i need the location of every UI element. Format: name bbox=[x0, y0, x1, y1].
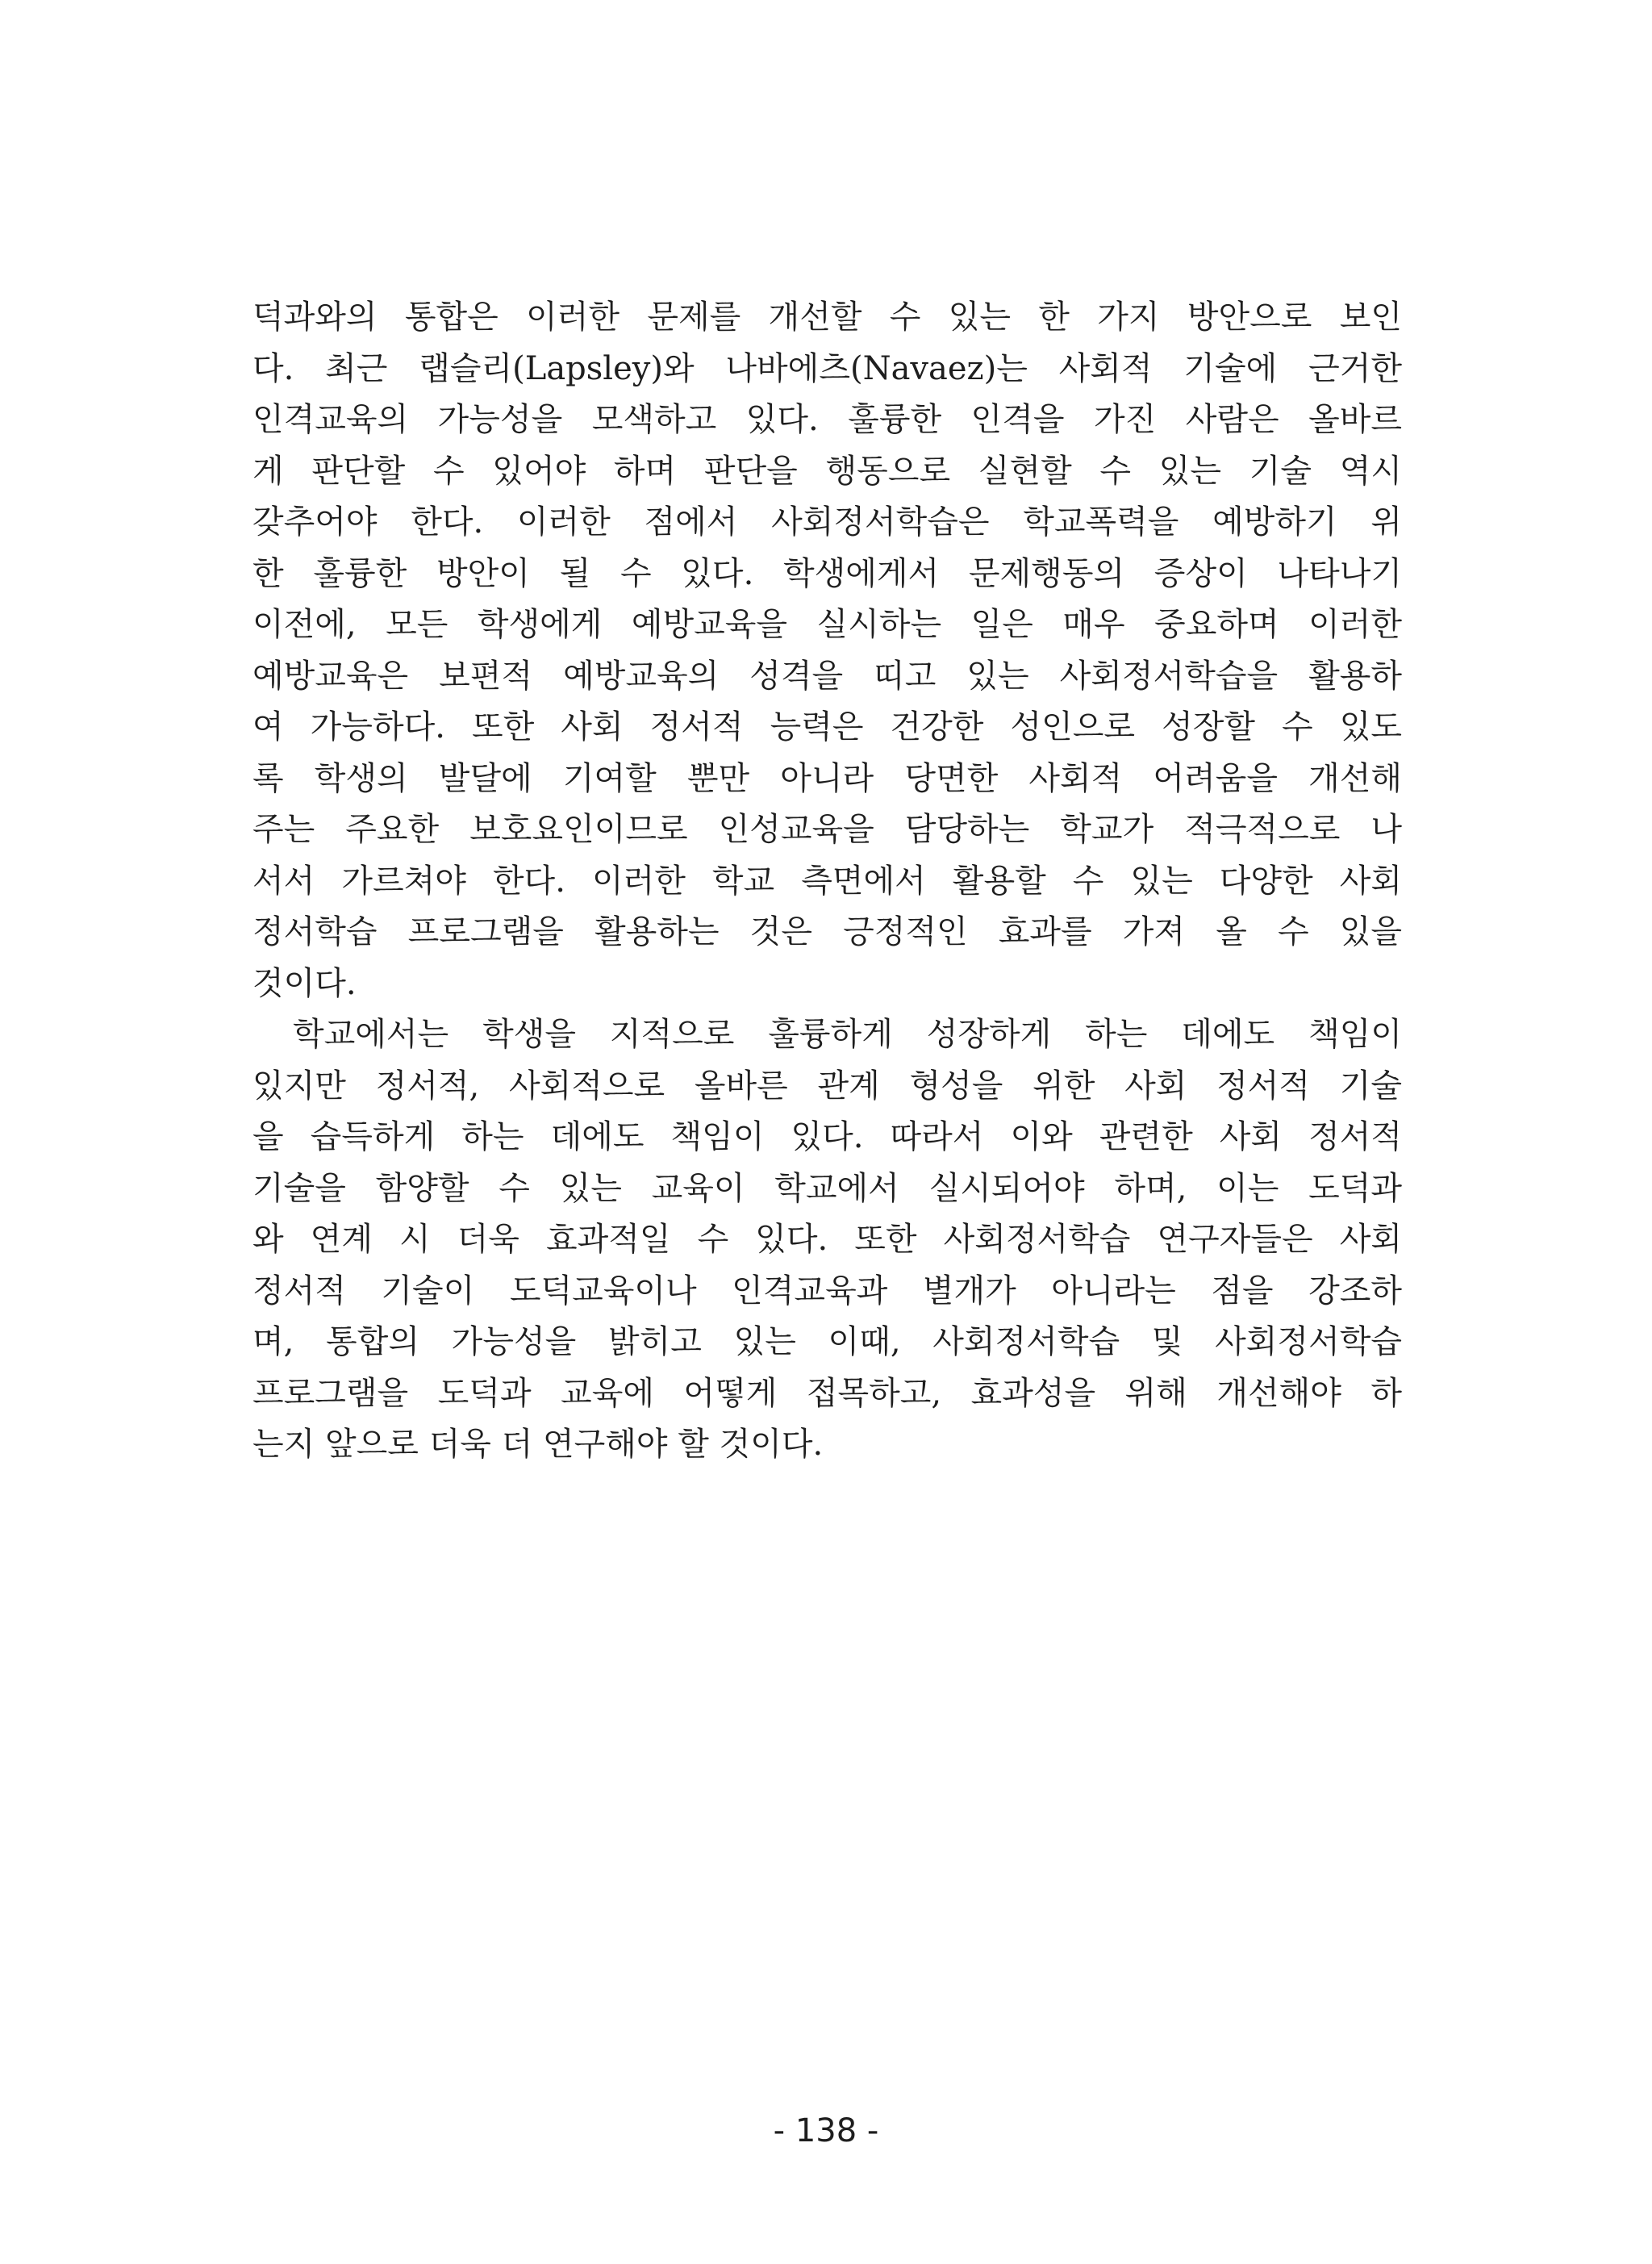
paragraph-1 bbox=[252, 292, 1402, 1009]
text-line: 있지만 정서적, 사회적으로 올바른 관계 형성을 위한 사회 정서적 기술 bbox=[252, 1067, 1402, 1105]
text-line: 예방교육은 보편적 예방교육의 성격을 띠고 있는 사회정서학습을 활용하 bbox=[252, 657, 1402, 695]
text-line: 주는 주요한 보호요인이므로 인성교육을 담당하는 학교가 적극적으로 나 bbox=[252, 811, 1402, 848]
text-line: 는지 앞으로 더욱 더 연구해야 할 것이다. bbox=[252, 1426, 824, 1463]
text-line: 정서적 기술이 도덕교육이나 인격교육과 별개가 아니라는 점을 강조하 bbox=[252, 1272, 1402, 1310]
text-line: 을 습득하게 하는 데에도 책임이 있다. 따라서 이와 관련한 사회 정서적 bbox=[252, 1118, 1402, 1155]
text-line: 한 훌륭한 방안이 될 수 있다. 학생에게서 문제행동의 증상이 나타나기 bbox=[252, 554, 1402, 592]
body-text bbox=[252, 292, 1402, 1471]
text-line: 서서 가르쳐야 한다. 이러한 학교 측면에서 활용할 수 있는 다양한 사회 bbox=[252, 862, 1402, 900]
text-line: 학교에서는 학생을 지적으로 훌륭하게 성장하게 하는 데에도 책임이 bbox=[293, 1016, 1402, 1053]
text-line: 덕과와의 통합은 이러한 문제를 개선할 수 있는 한 가지 방안으로 보인 bbox=[252, 299, 1402, 336]
text-line: 이전에, 모든 학생에게 예방교육을 실시하는 일은 매우 중요하며 이러한 bbox=[252, 606, 1402, 643]
text-line: 갖추어야 한다. 이러한 점에서 사회정서학습은 학교폭력을 예방하기 위 bbox=[252, 503, 1402, 541]
paragraph-2 bbox=[252, 1009, 1402, 1471]
text-line: 와 연계 시 더욱 효과적일 수 있다. 또한 사회정서학습 연구자들은 사회 bbox=[252, 1221, 1402, 1258]
text-line: 여 가능하다. 또한 사회 정서적 능력은 건강한 성인으로 성장할 수 있도 bbox=[252, 708, 1402, 746]
text-line: 것이다. bbox=[252, 964, 357, 1002]
page-number: - 138 - bbox=[773, 2112, 879, 2149]
text-line: 며, 통합의 가능성을 밝히고 있는 이때, 사회정서학습 및 사회정서학습 bbox=[252, 1323, 1402, 1360]
text-line: 록 학생의 발달에 기여할 뿐만 아니라 당면한 사회적 어려움을 개선해 bbox=[252, 759, 1402, 797]
text-line: 정서학습 프로그램을 활용하는 것은 긍정적인 효과를 가져 올 수 있을 bbox=[252, 913, 1402, 950]
text-line: 기술을 함양할 수 있는 교육이 학교에서 실시되어야 하며, 이는 도덕과 bbox=[252, 1169, 1402, 1207]
text-line: 다. 최근 랩슬리(Lapsley)와 나바에츠(Navaez)는 사회적 기술에 근거한 bbox=[252, 349, 1402, 387]
text-line: 게 판단할 수 있어야 하며 판단을 행동으로 실현할 수 있는 기술 역시 bbox=[252, 452, 1402, 490]
text-line: 프로그램을 도덕과 교육에 어떻게 접목하고, 효과성을 위해 개선해야 하 bbox=[252, 1374, 1402, 1412]
text-line: 인격교육의 가능성을 모색하고 있다. 훌륭한 인격을 가진 사람은 올바르 bbox=[252, 401, 1402, 438]
